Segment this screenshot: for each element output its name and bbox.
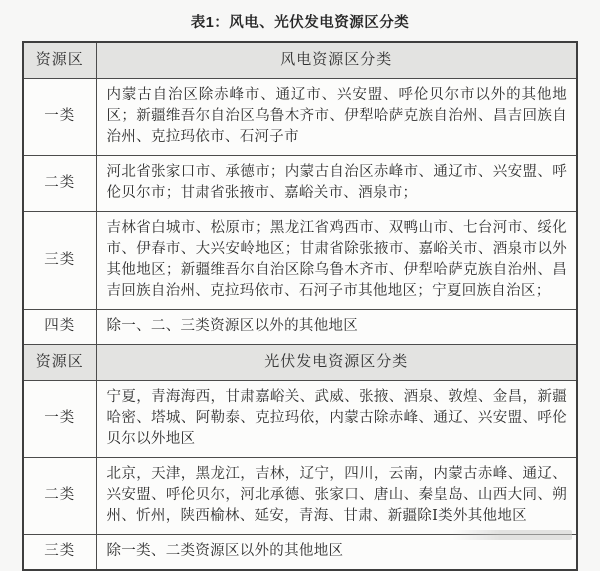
table-title: 表1：风电、光伏发电资源区分类 <box>190 15 410 31</box>
row-content: 河北省张家口市、承德市；内蒙古自治区赤峰市、通辽市、兴安盟、呼伦贝尔市；甘肃省张掖市、嘉峪关市、酒泉市； <box>96 155 577 211</box>
resource-zone-table <box>22 41 578 571</box>
col-header-classification: 光伏发电资源区分类 <box>96 344 577 380</box>
row-content: 内蒙古自治区除赤峰市、通辽市、兴安盟、呼伦贝尔市以外的其他地区；新疆维吾尔自治区乌鲁木齐市、伊犁哈萨克族自治州、昌吉回族自治州、克拉玛依市、石河子市 <box>96 78 577 155</box>
table-row <box>23 380 577 457</box>
row-content: 宁夏，青海海西，甘肃嘉峪关、武威、张掖、酒泉、敦煌、金昌，新疆哈密、塔城、阿勒泰、克拉玛依，内蒙古除赤峰、通辽、兴安盟、呼伦贝尔以外地区 <box>96 380 577 457</box>
table-row <box>23 78 577 155</box>
row-label: 一类 <box>23 78 96 155</box>
col-header-resource-zone: 资源区 <box>23 42 96 78</box>
row-label: 一类 <box>23 380 96 457</box>
row-content: 除一类、二类资源区以外的其他地区 <box>96 534 577 570</box>
row-content: 吉林省白城市、松原市；黑龙江省鸡西市、双鸭山市、七台河市、绥化市、伊春市、大兴安岭地区；甘肃省除张掖市、嘉峪关市、酒泉市以外其他地区；新疆维吾尔自治区除乌鲁木齐市、伊犁哈萨克族自治州、昌吉回族自治州、克拉玛依市、石河子市其他地区；宁夏回族自治区； <box>96 211 577 309</box>
section-header-row-1 <box>23 42 577 78</box>
watermark <box>452 530 572 540</box>
resource-table-body <box>23 42 577 570</box>
table-row <box>23 155 577 211</box>
row-label: 四类 <box>23 309 96 344</box>
col-header-classification: 风电资源区分类 <box>96 42 577 78</box>
section-header-row-2 <box>23 344 577 380</box>
table-row <box>23 211 577 309</box>
col-header-resource-zone: 资源区 <box>23 344 96 380</box>
row-label: 三类 <box>23 211 96 309</box>
table-row <box>23 309 577 344</box>
row-label: 二类 <box>23 457 96 534</box>
table-row <box>23 457 577 534</box>
row-content: 除一、二、三类资源区以外的其他地区 <box>96 309 577 344</box>
row-label: 二类 <box>23 155 96 211</box>
row-label: 三类 <box>23 534 96 570</box>
row-content: 北京，天津，黑龙江，吉林，辽宁，四川，云南，内蒙古赤峰、通辽、兴安盟、呼伦贝尔，河北承德、张家口、唐山、秦皇岛、山西大同、朔州、忻州，陕西榆林、延安，青海、甘肃、新疆除Ⅰ类外其他地区 <box>96 457 577 534</box>
